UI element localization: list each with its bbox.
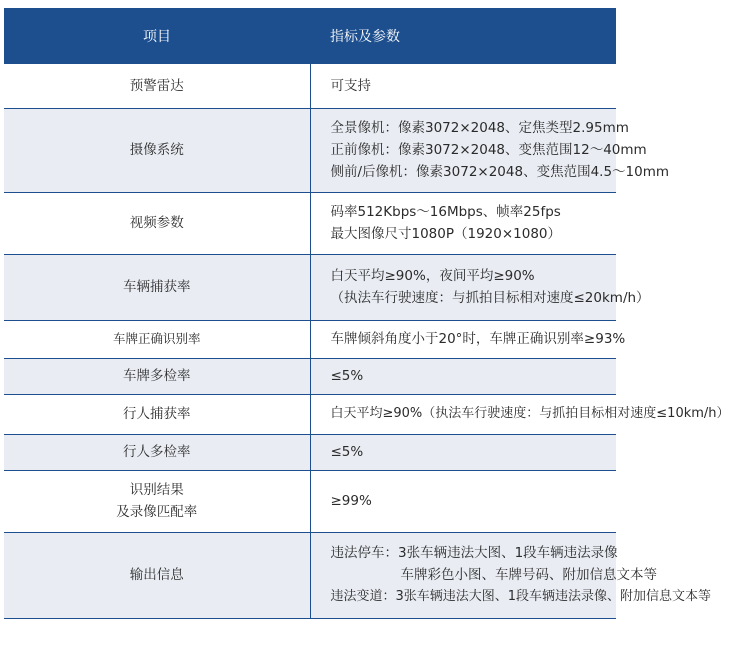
- row-value: [310, 532, 712, 618]
- table-row: [4, 532, 616, 618]
- value-line: 白天平均≥90%（执法车行驶速度：与抓拍目标相对速度≤10km/h）: [330, 406, 730, 421]
- header-item: 项目: [4, 8, 310, 64]
- row-label: 车牌正确识别率: [4, 320, 310, 358]
- table-row: [4, 320, 616, 358]
- table-row: [4, 108, 616, 192]
- row-label: 输出信息: [4, 532, 310, 618]
- row-value: [310, 470, 616, 532]
- table-row: [4, 434, 616, 470]
- table-row: [4, 192, 616, 254]
- header-spec: 指标及参数: [310, 8, 616, 64]
- row-value: [310, 254, 650, 320]
- row-value: [310, 320, 626, 358]
- value-line: 白天平均≥90%，夜间平均≥90%: [330, 268, 535, 284]
- row-label: 摄像系统: [4, 108, 310, 192]
- row-label: 行人多检率: [4, 434, 310, 470]
- value-line: 可支持: [330, 77, 371, 94]
- row-value: [310, 192, 616, 254]
- row-value: [310, 64, 616, 108]
- table-row: [4, 394, 616, 434]
- row-value: [310, 108, 670, 192]
- row-value: [310, 434, 616, 470]
- value-line: 最大图像尺寸1080P（1920×1080）: [330, 226, 562, 242]
- table-row: [4, 358, 616, 394]
- row-label-line: 识别结果: [129, 482, 184, 498]
- value-line: 车牌彩色小图、车牌号码、附加信息文本等: [400, 567, 657, 583]
- row-label: 车辆捕获率: [4, 254, 310, 320]
- spec-table: [4, 8, 730, 619]
- value-line: ≤5%: [330, 444, 364, 460]
- value-line: 正前像机：像素3072×2048、变焦范围12～40mm: [330, 142, 647, 158]
- value-line: 码率512Kbps～16Mbps、帧率25fps: [330, 204, 561, 220]
- value-line: ≥99%: [330, 493, 372, 509]
- value-line: ≤5%: [330, 368, 364, 384]
- value-line: 侧前/后像机：像素3072×2048、变焦范围4.5～10mm: [330, 164, 670, 180]
- value-line: 全景像机：像素3072×2048、定焦类型2.95mm: [330, 120, 629, 136]
- table-row: [4, 254, 616, 320]
- row-value: [310, 358, 616, 394]
- row-label-line: 及录像匹配率: [116, 504, 198, 520]
- table-row: [4, 470, 616, 532]
- value-line: 违法停车：3张车辆违法大图、1段车辆违法录像: [330, 545, 618, 561]
- row-value: [310, 394, 730, 434]
- value-line: （执法车行驶速度：与抓拍目标相对速度≤20km/h）: [330, 290, 650, 306]
- table-header-row: [4, 8, 616, 64]
- table-row: [4, 64, 616, 108]
- value-line: 车牌倾斜角度小于20°时，车牌正确识别率≥93%: [330, 331, 626, 347]
- row-label: 预警雷达: [4, 64, 310, 108]
- value-line: 违法变道：3张车辆违法大图、1段车辆违法录像、附加信息文本等: [330, 589, 712, 604]
- row-label: 车牌多检率: [4, 358, 310, 394]
- row-label: [4, 470, 310, 532]
- row-label: 行人捕获率: [4, 394, 310, 434]
- row-label: 视频参数: [4, 192, 310, 254]
